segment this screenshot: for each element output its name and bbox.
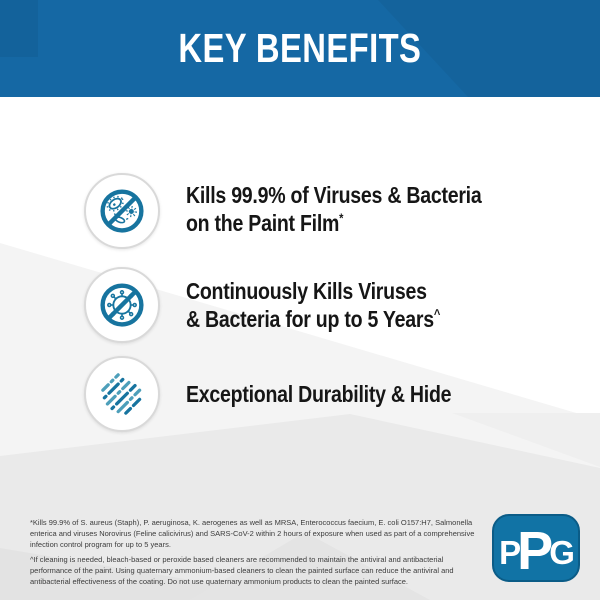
benefit-line: on the Paint Film* — [186, 210, 344, 236]
footnote-kill-claim: *Kills 99.9% of S. aureus (Staph), P. aeruginosa, K. aerogenes as well as MRSA, Enterococcus faecium, E. coli O157:H7, Salmonella enterica and viruses Norovirus (Feline calicivirus) and SARS-CoV-2 within 2 hours of exposure when used as part of a comprehensive infection control program for up to 5 years. — [30, 518, 475, 549]
paint-strokes-glyph — [96, 368, 148, 420]
header-banner — [0, 0, 600, 97]
benefit-text-kills-viruses — [186, 181, 481, 237]
benefit-text-continuous-kill — [186, 277, 440, 333]
paint-strokes-icon — [84, 356, 160, 432]
ppg-logo-letter: G — [549, 534, 573, 571]
no-bacteria-icon — [84, 173, 160, 249]
benefit-line: & Bacteria for up to 5 Years^ — [186, 306, 441, 332]
footnote-marker: * — [339, 210, 344, 226]
benefit-line: Continuously Kills Viruses — [186, 278, 427, 304]
benefit-line: Exceptional Durability & Hide — [186, 381, 452, 407]
ppg-logo-letter: P — [499, 534, 520, 571]
page-title: KEY BENEFITS — [178, 25, 422, 71]
benefit-text-durability — [186, 380, 451, 408]
ppg-logo-letter: P — [517, 521, 552, 581]
no-bacteria-glyph — [97, 186, 147, 236]
footnotes-block — [30, 518, 476, 593]
benefit-line: Kills 99.9% of Viruses & Bacteria — [186, 182, 482, 208]
no-virus-glyph — [97, 280, 147, 330]
footnote-cleaning-claim: ^If cleaning is needed, bleach-based or peroxide based cleaners are recommended to maintain the antiviral and antibacterial performance of the paint. Using quaternary ammonium-based cleaners to clean the painted surface can reduce the antiviral and antibacterial effectiveness of the coating. Do not use quaternary ammonium products to clean the painted surface. — [30, 555, 454, 586]
no-virus-icon — [84, 267, 160, 343]
ppg-logo — [492, 514, 580, 582]
footnote-marker: ^ — [433, 306, 441, 322]
